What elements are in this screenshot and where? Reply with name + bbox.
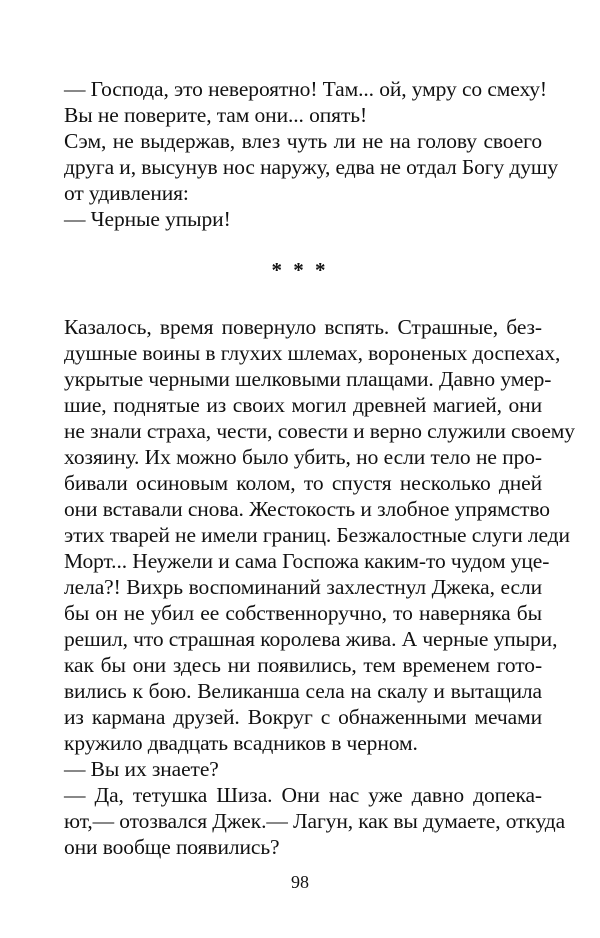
text-line: из кармана друзей. Вокруг с обнаженными мечами [64, 705, 542, 729]
text-line: друга и, высунув нос наружу, едва не отдал Богу душу [64, 155, 559, 179]
text-line: они вставали снова. Жестокость и злобное упрямство [64, 497, 550, 521]
text-line: укрытые черными шелковыми плащами. Давно умер- [64, 367, 552, 391]
text-line: — Да, тетушка Шиза. Они нас уже давно допека- [64, 783, 542, 807]
section-separator: * * * [271, 258, 329, 282]
text-line: вились к бою. Великанша села на скалу и вытащила [64, 679, 542, 703]
text-line: этих тварей не имели границ. Безжалостные слуги леди [64, 523, 570, 547]
text-line: — Вы их знаете? [64, 757, 219, 781]
text-line: от удивления: [64, 181, 189, 205]
page-number: 98 [291, 872, 309, 892]
text-line: Вы не поверите, там они... опять! [64, 103, 368, 127]
text-line: бы он не убил ее собственноручно, то наверняка бы [64, 601, 542, 625]
text-line: Морт... Неужели и сама Госпожа каким-то чудом уце- [64, 549, 550, 573]
text-line: шие, поднятые из своих могил древней магией, они [64, 393, 542, 417]
text-line: душные воины в глухих шлемах, вороненых доспехах, [64, 341, 561, 365]
text-line: как бы они здесь ни появились, тем временем гото- [64, 653, 542, 677]
text-line: они вообще появились? [64, 835, 280, 859]
text-line: решил, что страшная королева жива. А черные упыри, [64, 627, 558, 651]
text-line: лела?! Вихрь воспоминаний захлестнул Джека, если [64, 575, 542, 599]
text-line: хозяину. Их можно было убить, но если тело не про- [64, 445, 542, 469]
text-line: ют,— отозвался Джек.— Лагун, как вы думаете, откуда [64, 809, 566, 833]
text-line: не знали страха, чести, совести и верно служили своему [64, 419, 575, 443]
text-line: Казалось, время повернуло вспять. Страшные, без- [64, 315, 542, 339]
text-line: кружило двадцать всадников в черном. [64, 731, 418, 755]
text-line: — Господа, это невероятно! Там... ой, умру со смеху! [64, 77, 547, 101]
text-line: Сэм, не выдержав, влез чуть ли не на голову своего [64, 129, 542, 153]
text-line: — Черные упыри! [64, 207, 231, 231]
text-line: бивали осиновым колом, то спустя несколько дней [64, 471, 542, 495]
